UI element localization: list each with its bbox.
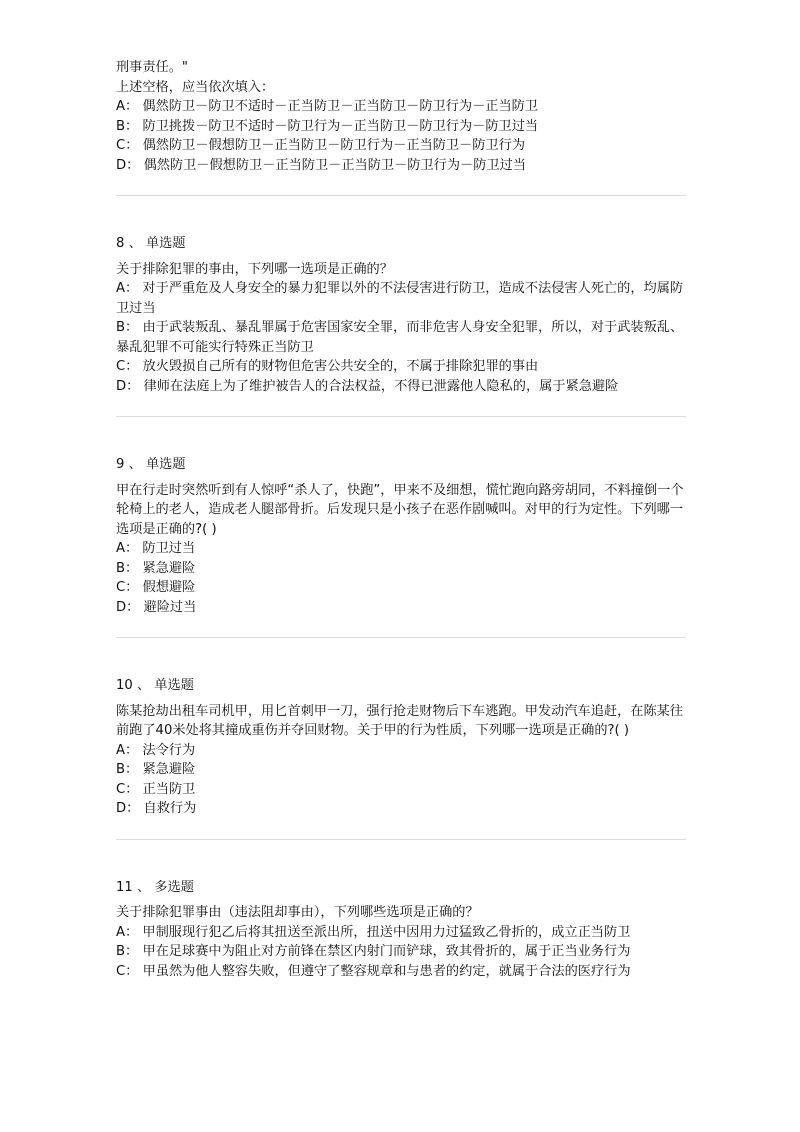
- option-text: 假想避险: [142, 580, 196, 595]
- option-label: D：: [116, 378, 140, 394]
- option-label: B：: [116, 944, 139, 959]
- question-block-11: [116, 878, 688, 982]
- option-label: D：: [116, 599, 140, 615]
- option-text: 防卫过当: [142, 541, 196, 556]
- option-c: [116, 578, 688, 598]
- divider: [116, 416, 686, 417]
- option-c: [116, 136, 688, 156]
- option-label: B：: [116, 560, 139, 576]
- option-label: C：: [116, 580, 139, 595]
- option-label: C：: [116, 781, 139, 797]
- question-instruction: 上述空格，应当依次填入：: [116, 79, 275, 95]
- option-label: A：: [116, 99, 139, 114]
- option-text: 紧急避险: [142, 560, 196, 576]
- option-c: [116, 962, 688, 982]
- exam-document: [116, 58, 688, 981]
- question-stem: 甲在行走时突然听到有人惊呼“杀人了，快跑”，甲来不及细想，慌忙跑向路旁胡同，不料撞倒一个轮椅上的老人，造成老人腿部骨折。后发现只是小孩子在恶作剧喊叫。对甲的行为定性。下列哪一选项是正确的?( ): [116, 482, 684, 537]
- divider: [116, 839, 686, 840]
- divider: [116, 195, 686, 196]
- option-a: [116, 97, 688, 117]
- option-c: [116, 357, 688, 377]
- option-text: 自救行为: [143, 801, 197, 816]
- question-header: 9 、 单选题: [116, 457, 186, 472]
- prev-question-block: [116, 58, 688, 175]
- option-text: 偶然防卫－假想防卫－正当防卫－防卫行为－正当防卫－防卫行为: [142, 138, 526, 153]
- option-b: [116, 760, 688, 780]
- option-a: [116, 741, 688, 761]
- option-label: D：: [116, 157, 140, 173]
- option-b: [116, 318, 688, 357]
- option-d: [116, 598, 688, 618]
- question-header: 11 、 多选题: [116, 879, 194, 895]
- option-text: 法令行为: [142, 742, 196, 758]
- option-label: C：: [116, 963, 139, 979]
- question-stem-tail: 刑事责任。": [116, 60, 189, 75]
- question-header: 8 、 单选题: [116, 236, 186, 251]
- option-text: 避险过当: [143, 599, 197, 615]
- option-label: D：: [116, 801, 140, 816]
- option-label: A：: [116, 924, 139, 940]
- option-label: C：: [116, 359, 139, 374]
- option-d: [116, 799, 688, 819]
- option-b: [116, 559, 688, 579]
- option-label: B：: [116, 320, 139, 335]
- option-d: [116, 377, 688, 397]
- question-block-8: [116, 234, 688, 396]
- option-b: [116, 942, 688, 962]
- question-stem: 陈某抢劫出租车司机甲，用匕首刺甲一刀，强行抢走财物后下车逃跑。甲发动汽车追赶，在陈某往前跑了40米处将其撞成重伤并夺回财物。关于甲的行为性质，下列哪一选项是正确的?( ): [116, 703, 684, 738]
- option-text: 甲虽然为他人整容失败，但遵守了整容规章和与患者的约定，就属于合法的医疗行为: [142, 963, 631, 979]
- question-stem: 关于排除犯罪事由（违法阻却事由），下列哪些选项是正确的？: [116, 905, 479, 920]
- option-text: 甲在足球赛中为阻止对方前锋在禁区内射门而铲球，致其骨折的，属于正当业务行为: [142, 944, 631, 959]
- option-text: 对于严重危及人身安全的暴力犯罪以外的不法侵害进行防卫，造成不法侵害人死亡的，均属防卫过当: [116, 281, 684, 316]
- option-b: [116, 117, 688, 137]
- option-a: [116, 539, 688, 559]
- option-text: 放火毁损自己所有的财物但危害公共安全的，不属于排除犯罪的事由: [142, 359, 539, 374]
- option-label: A：: [116, 541, 139, 556]
- question-block-10: [116, 676, 688, 819]
- option-label: A：: [116, 742, 139, 758]
- option-label: B：: [116, 762, 139, 777]
- option-text: 由于武装叛乱、暴乱罪属于危害国家安全罪，而非危害人身安全犯罪，所以，对于武装叛乱、暴乱犯罪不可能实行特殊正当防卫: [116, 320, 684, 355]
- option-text: 防卫挑拨－防卫不适时－防卫行为－正当防卫－防卫行为－防卫过当: [142, 118, 539, 134]
- option-text: 紧急避险: [142, 762, 196, 777]
- option-text: 律师在法庭上为了维护被告人的合法权益，不得已泄露他人隐私的，属于紧急避险: [143, 378, 619, 394]
- option-c: [116, 780, 688, 800]
- option-text: 甲制服现行犯乙后将其扭送至派出所，扭送中因用力过猛致乙骨折的，成立正当防卫: [142, 924, 631, 940]
- option-a: [116, 279, 688, 318]
- option-label: B：: [116, 118, 139, 134]
- option-d: [116, 156, 688, 176]
- question-header: 10 、 单选题: [116, 678, 194, 693]
- option-label: C：: [116, 138, 139, 153]
- option-text: 正当防卫: [142, 781, 196, 797]
- option-a: [116, 923, 688, 943]
- question-block-9: [116, 455, 688, 617]
- option-text: 偶然防卫－假想防卫－正当防卫－正当防卫－防卫行为－防卫过当: [143, 157, 526, 173]
- divider: [116, 637, 686, 638]
- option-label: A：: [116, 281, 139, 296]
- option-text: 偶然防卫－防卫不适时－正当防卫－正当防卫－防卫行为－正当防卫: [142, 99, 539, 114]
- question-stem: 关于排除犯罪的事由，下列哪一选项是正确的？: [116, 261, 393, 277]
